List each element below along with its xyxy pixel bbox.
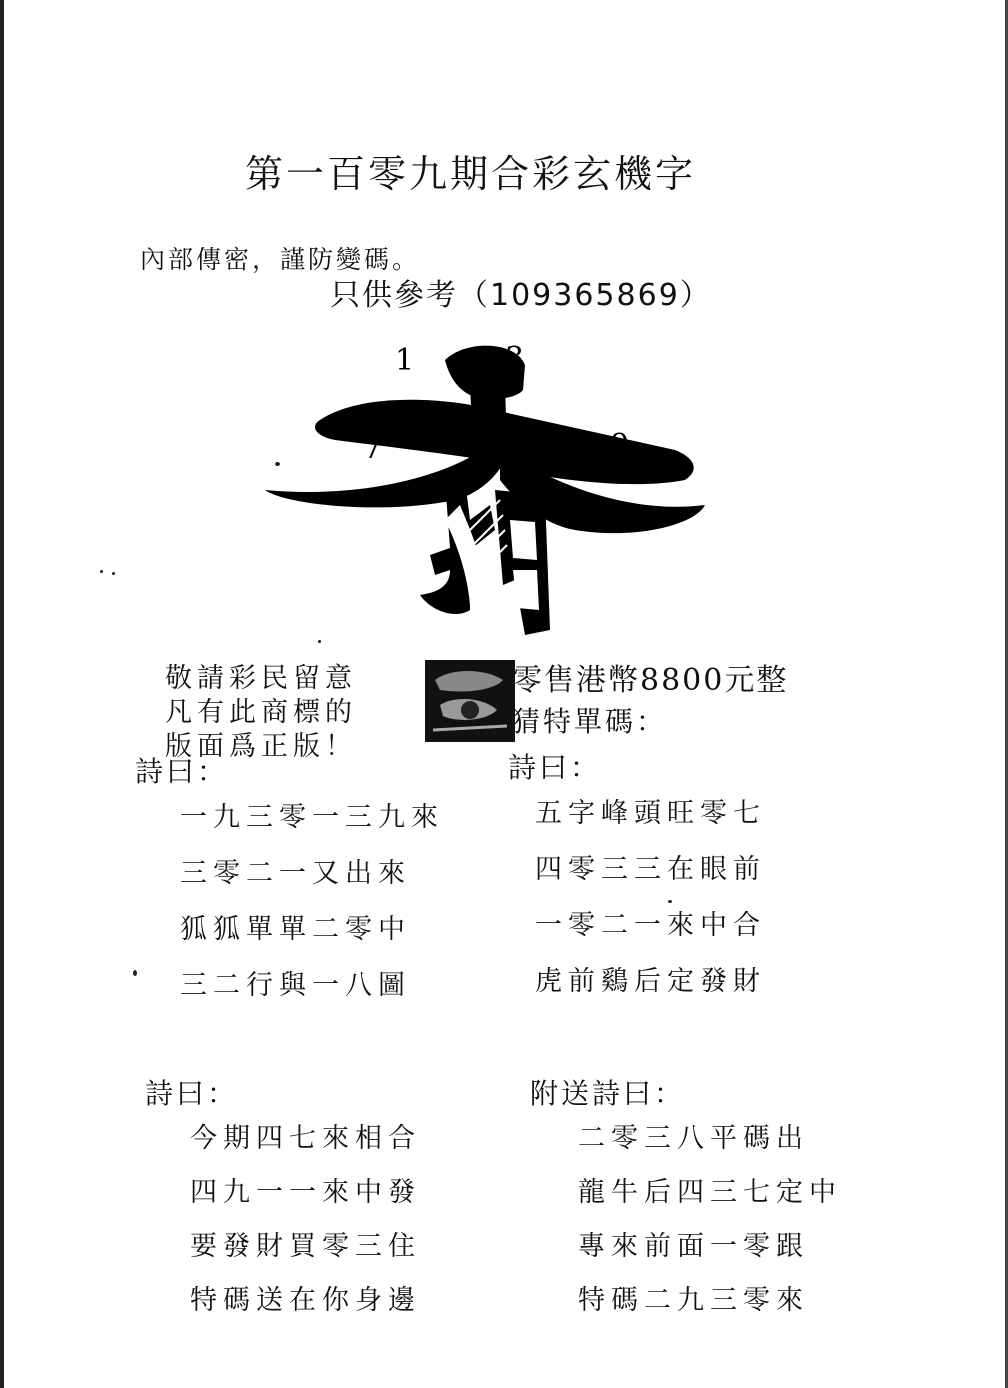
poem-line: 虎前鷄后定發財	[535, 966, 766, 997]
scan-speck	[133, 970, 137, 976]
poem-line: 要發財買零三住	[190, 1231, 421, 1262]
internal-note: 內部傳密，謹防變碼。	[140, 245, 421, 274]
notice-line: 版面爲正版！	[165, 731, 357, 762]
scan-speck	[275, 462, 280, 466]
logo-number-9: 9	[610, 428, 630, 463]
scan-edge-left	[0, 0, 4, 1388]
poem-line: 專來前面一零跟	[578, 1231, 809, 1262]
poem-block-4	[578, 1112, 842, 1328]
logo-graphic	[255, 330, 725, 650]
poem-line: 三零二一又出來	[180, 858, 411, 889]
poem-line: 今期四七來相合	[190, 1123, 421, 1154]
poem-block-3	[190, 1112, 421, 1328]
poem-line: 四零三三在眼前	[535, 854, 766, 885]
logo-emblem	[255, 330, 725, 650]
scan-speck	[318, 640, 321, 643]
reference-note: 只供參考（109365869）	[330, 278, 712, 313]
notice-line: 凡有此商標的	[165, 697, 357, 728]
poem-heading: 詩曰：	[135, 755, 229, 788]
poem-line: 五字峰頭旺零七	[535, 798, 766, 829]
logo-number-3: 3	[505, 341, 525, 376]
logo-number-1: 1	[395, 343, 415, 378]
logo-number-7: 7	[363, 431, 383, 466]
scan-speck	[100, 570, 103, 573]
poem-block-2	[535, 786, 766, 1010]
scan-speck	[112, 572, 115, 575]
scan-speck	[668, 900, 672, 903]
poem-line: 特碼送在你身邊	[190, 1285, 421, 1316]
poem-line: 特碼二九三零來	[578, 1285, 809, 1316]
poem-line: 四九一一來中發	[190, 1177, 421, 1208]
page-title: 第一百零九期合彩玄機字	[245, 152, 697, 196]
poem-heading: 詩曰：	[508, 751, 602, 784]
poem-block-1	[180, 790, 444, 1014]
notice-line: 敬請彩民留意	[165, 663, 357, 694]
guess-special-number: 猜特單碼：	[512, 705, 668, 738]
retail-price: 零售港幣8800元整	[512, 663, 789, 698]
poem-line: 一九三零一三九來	[180, 802, 444, 833]
poem-line: 三二行與一八圖	[180, 970, 411, 1001]
poem-line: 一零二一來中合	[535, 910, 766, 941]
authenticity-notice	[165, 662, 357, 764]
poem-line: 二零三八平碼出	[578, 1123, 809, 1154]
poem-line: 龍牛后四三七定中	[578, 1177, 842, 1208]
poem-line: 狐狐單單二零中	[180, 914, 411, 945]
poem-heading: 詩曰：	[145, 1077, 239, 1110]
trademark-stamp	[425, 660, 515, 742]
poem-heading: 附送詩曰：	[530, 1077, 686, 1110]
